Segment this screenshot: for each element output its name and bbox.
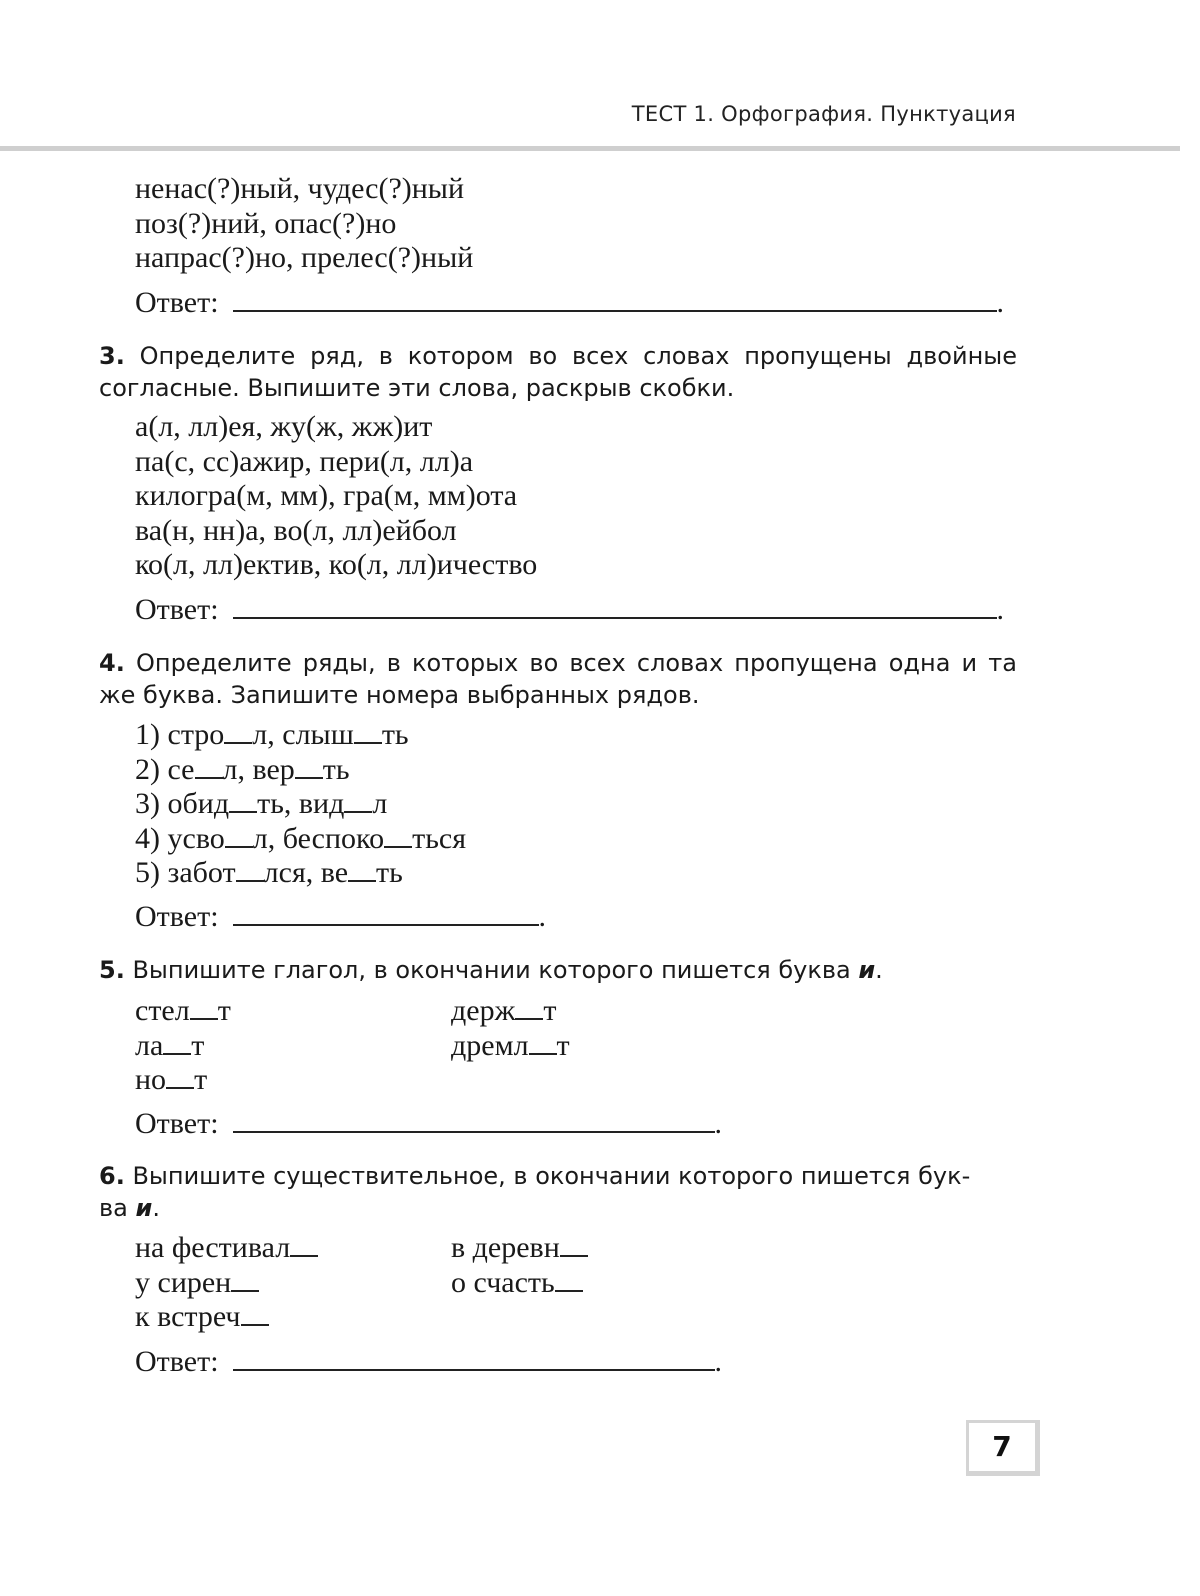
option-row: 3) обид ть, вид л [135,787,388,820]
task-text: Определите ряды, в которых во всех словах пропущена одна и та же буква. Запишите номера выбранных рядов. [99,649,1017,709]
answer-line[interactable] [233,288,997,312]
task3-prompt [99,340,1017,404]
task5-prompt: 5. Выпишите глагол, в окончании которого пишется буква и. [99,956,883,984]
word-item: у сирен [135,1266,318,1301]
task4-rows [135,718,466,891]
word-item: стел т [135,994,231,1027]
task5-left-column [135,994,231,1098]
task2-word-list [135,172,473,276]
task5-right-column [451,994,570,1063]
word-row: ко(л, лл)ектив, ко(л, лл)ичество [135,548,538,581]
answer-label: Ответ: [135,286,219,319]
answer-line[interactable] [233,595,997,619]
task-number: 5. [99,956,125,984]
task-text: Выпишите глагол, в окончании которого пишется буква [132,956,851,984]
task3-answer: Ответ: . [135,593,1005,626]
word-row: а(л, лл)ея, жу(ж, жж)ит [135,410,433,443]
word-item: о счасть [451,1266,588,1301]
option-row: 5) забот лся, ве ть [135,856,403,889]
task-text: Определите ряд, в котором во всех словах пропущены двойные согласные. Выпишите эти слова, раскрыв скобки. [99,342,1017,402]
word-row: ненас(?)ный, чудес(?)ный [135,172,465,205]
task-number: 4. [99,649,125,677]
answer-label: Ответ: [135,1345,219,1378]
answer-line[interactable] [233,1109,715,1133]
running-header [0,100,1180,151]
task5-answer: Ответ: . [135,1107,723,1140]
task6-right-column [451,1231,588,1300]
answer-label: Ответ: [135,900,219,933]
task-text: Выпишите существительное, в окончании которого пишется бук- [132,1162,971,1190]
task-number: 3. [99,342,125,370]
word-item: на фестивал [135,1231,318,1266]
task4-prompt [99,647,1017,711]
word-row: килогра(м, мм), гра(м, мм)ота [135,479,518,512]
target-letter: и [135,1194,153,1222]
option-row: 1) стро л, слыш ть [135,718,409,751]
option-row: 2) се л, вер ть [135,752,350,786]
header-title: ТЕСТ 1. Орфография. Пунктуация [631,102,1016,126]
word-item: в деревн [451,1231,588,1266]
word-item: держ т [451,994,557,1027]
word-item: дремл т [451,1028,570,1062]
answer-label: Ответ: [135,593,219,626]
option-row: 4) усво л, беспоко ться [135,821,467,855]
task6-left-column [135,1231,318,1335]
task3-word-list [135,410,537,583]
task6-prompt: 6. Выпишите существительное, в окончании которого пишется бук- ва и. [99,1162,971,1222]
page-number: 7 [966,1420,1040,1476]
word-item: ла т [135,1028,205,1062]
target-letter: и [858,956,876,984]
task2-answer: Ответ: . [135,286,1005,319]
answer-line[interactable] [233,1347,715,1371]
word-row: поз(?)ний, опас(?)но [135,206,397,240]
answer-line[interactable] [233,902,539,926]
word-item: к встреч [135,1300,318,1335]
word-item: но т [135,1063,208,1096]
task6-answer: Ответ: . [135,1345,723,1378]
task-number: 6. [99,1162,125,1190]
task4-answer: Ответ: . [135,900,547,933]
word-row: напрас(?)но, прелес(?)ный [135,241,474,274]
word-row: па(с, сс)ажир, пери(л, лл)а [135,444,474,478]
answer-label: Ответ: [135,1107,219,1140]
word-row: ва(н, нн)а, во(л, лл)ейбол [135,513,457,547]
